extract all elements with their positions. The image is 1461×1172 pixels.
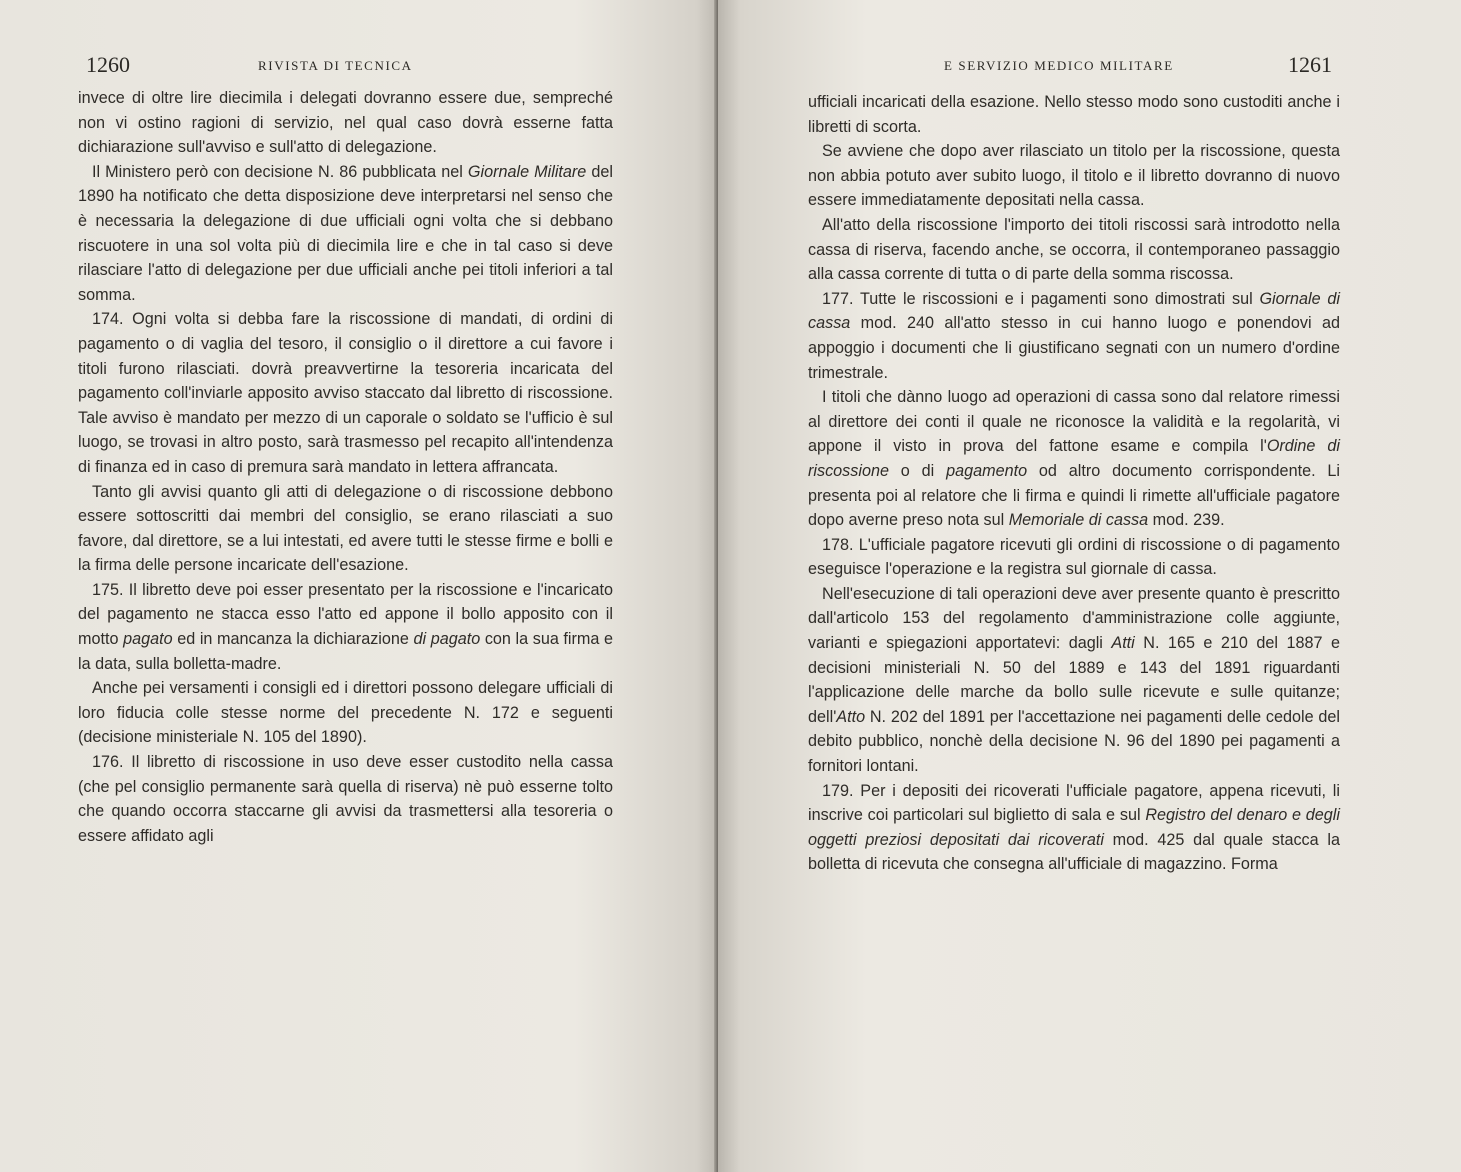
italic-text: Memoriale di cassa [1008, 511, 1149, 530]
italic-text: di pagato [413, 630, 481, 649]
italic-text: pagamento [946, 461, 1028, 480]
left-running-head: RIVISTA DI TECNICA [258, 58, 413, 73]
text-run: Il Ministero però con decisione N. 86 pubblicata nel [92, 162, 468, 181]
right-page [718, 0, 1461, 1172]
text-run: 174. Ogni volta si debba fare la riscossione di mandati, di ordini di pagamento o di vaglia del tesoro, il consiglio o il direttore a cui favore i titoli furono rilasciati. dovrà preavvertirne la tesoreria incaricata del pagamento coll'inviarle apposito avviso staccato dal libretto di riscossione. Tale avviso è mandato per mezzo di un caporale o soldato se l'ufficio è sul luogo, se trovasi in altro posto, sarà trasmesso pel recapito all'intendenza di finanza ed in caso di premura sarà mandato in lettera affrancata. [78, 310, 613, 476]
text-run: Tanto gli avvisi quanto gli atti di delegazione o di riscossione debbono essere sottoscritti dai membri del consiglio, se erano rilasciati a suo favore, dal direttore, se a lui intestati, ed avere tutti le stesse firme e bolli e la firma delle persone incaricate dell'esazione. [78, 482, 613, 575]
text-run: mod. 239. [1148, 511, 1225, 530]
paragraph [808, 287, 1340, 385]
text-run: con la sua firma e la data, sulla bolletta-madre. [78, 630, 614, 673]
paragraph [78, 480, 613, 578]
text-run: Anche pei versamenti i consigli ed i direttori possono delegare ufficiali di loro fiducia colle stesse norme del precedente N. 172 e seguenti (decisione ministeriale N. 105 del 1890). [78, 679, 613, 747]
left-page-number: 1260 [86, 52, 130, 77]
paragraph [78, 86, 613, 160]
left-page [0, 0, 718, 1172]
text-run: I titoli che dànno luogo ad operazioni di cassa sono dal relatore rimessi al direttore dei conti il quale ne riconosce la validità e la regolarità, vi appone il visto in prova del fattone esame e compila l' [808, 388, 1340, 456]
italic-text: Atto [836, 707, 866, 726]
text-run: 179. Per i depositi dei ricoverati l'ufficiale pagatore, appena ricevuti, li inscrive coi particolari sul biglietto di sala e sul [808, 781, 1340, 825]
italic-text: Giornale di cassa [808, 289, 1340, 333]
italic-text: Ordine di riscossione [808, 437, 1341, 480]
text-run: ed in mancanza la dichiarazione [172, 630, 414, 649]
paragraph [78, 160, 613, 308]
paragraph [808, 779, 1340, 877]
text-run: mod. 240 all'atto stesso in cui hanno luogo e ponendovi ad appoggio i documenti che li giustificano segnati con un numero d'ordine trimestrale. [808, 314, 1340, 382]
text-run: mod. 425 dal quale stacca la bolletta di ricevuta che consegna all'ufficiale di magazzino. Forma [808, 830, 1341, 874]
text-run: 176. Il libretto di riscossione in uso deve esser custodito nella cassa (che pel consiglio permanente sarà quella di riserva) nè può esserne tolto che quando occorra staccarne gli avvisi da trasmettersi alla tesoreria o essere affidato agli [78, 753, 613, 845]
text-run: od altro documento corrispondente. Li presenta poi al relatore che li firma e quindi li rimette all'ufficiale pagatore dopo averne preso nota sul [808, 461, 1340, 530]
paragraph [78, 676, 613, 750]
paragraph [808, 90, 1340, 139]
paragraph [808, 139, 1340, 213]
text-run: N. 165 e 210 del 1887 e decisioni ministeriali N. 50 del 1889 e 143 del 1891 riguardanti l'applicazione delle marche da bollo sulle ricevute e sulle quitanze; dell' [808, 634, 1340, 726]
text-run: o di [888, 461, 947, 480]
text-run: ufficiali incaricati della esazione. Nello stesso modo sono custoditi anche i libretti di scorta. [808, 93, 1340, 136]
paragraph [808, 533, 1340, 582]
paragraph [78, 307, 613, 479]
right-running-head: E SERVIZIO MEDICO MILITARE [944, 58, 1174, 73]
paragraph [78, 578, 613, 676]
text-run: All'atto della riscossione l'importo dei titoli riscossi sarà introdotto nella cassa di riserva, facendo anche, se occorra, il contemporaneo passaggio alla cassa corrente di tutta o di parte della somma riscossa. [808, 215, 1340, 284]
text-run: 175. Il libretto deve poi esser presentato per la riscossione e l'incaricato del pagamento ne stacca esso l'atto ed appone il bollo apposito con il motto [78, 580, 613, 649]
text-run: invece di oltre lire diecimila i delegati dovranno essere due, sempreché non vi ostino ragioni di servizio, nel qual caso dovrà esserne fatta dichiarazione sull'avviso e sull'atto di delegazione. [78, 89, 613, 157]
paragraph [808, 385, 1340, 533]
right-page-number: 1261 [1288, 52, 1332, 77]
paragraph [808, 582, 1340, 779]
italic-text: Registro del denaro e degli oggetti preziosi depositati dai ricoverati [808, 806, 1340, 849]
text-run: 178. L'ufficiale pagatore ricevuti gli ordini di riscossione o di pagamento eseguisce l'operazione e la registra sul giornale di cassa. [808, 535, 1340, 579]
text-run: N. 202 del 1891 per l'accettazione nei pagamenti delle cedole del debito pubblico, nonchè della decisione N. 96 del 1890 pei pagamenti a fornitori lontani. [808, 707, 1340, 776]
text-run: Nell'esecuzione di tali operazioni deve aver presente quanto è prescritto dall'articolo 153 del regolamento d'amministrazione colle aggiunte, varianti e spiegazioni apportatevi: dagli [808, 584, 1340, 653]
right-page-body [808, 90, 1340, 877]
text-run: 177. Tutte le riscossioni e i pagamenti sono dimostrati sul [822, 289, 1260, 308]
paragraph [78, 750, 613, 848]
paragraph [808, 213, 1340, 287]
italic-text: pagato [123, 630, 173, 649]
italic-text: Giornale Militare [467, 162, 587, 181]
left-page-body [78, 86, 613, 848]
text-run: del 1890 ha notificato che detta disposizione deve interpretarsi nel senso che è necessaria la delegazione di due ufficiali ogni volta che si debbano riscuotere in una sol volta più di diecimila lire e che in tal caso si deve rilasciare l'atto di delegazione per due ufficiali anche pei titoli inferiori a tal somma. [78, 162, 613, 304]
italic-text: Atti [1111, 634, 1135, 653]
text-run: Se avviene che dopo aver rilasciato un titolo per la riscossione, questa non abbia potuto aver subito luogo, il titolo e il libretto dovranno di nuovo essere immediatamente depositati nella cassa. [808, 142, 1340, 210]
